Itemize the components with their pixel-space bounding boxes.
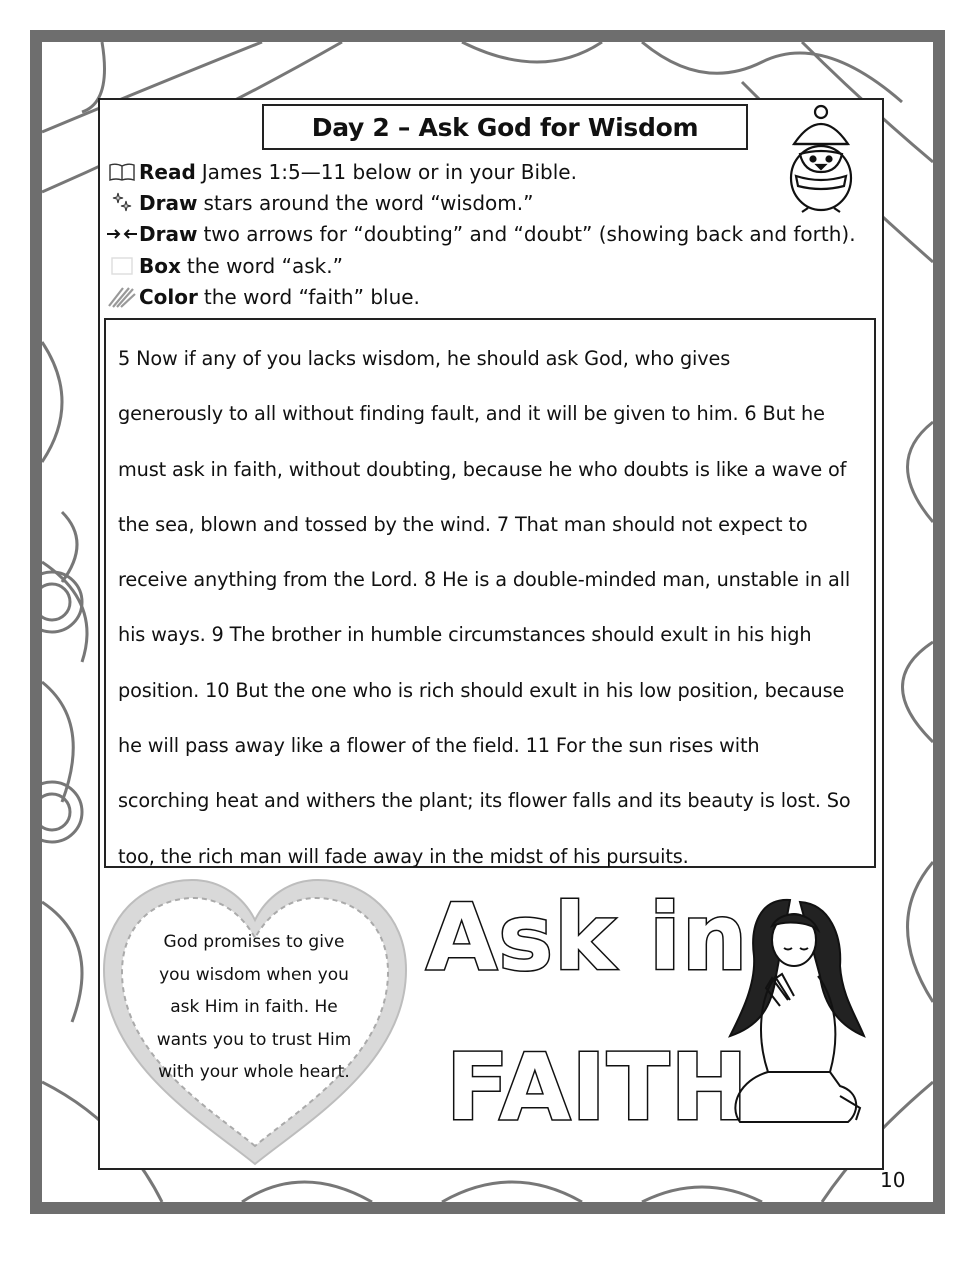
ask-in-heading: Ask in [426,884,749,991]
heart-line: with your whole heart. [158,1062,350,1083]
instruction-item [104,187,864,218]
star-sparkle-icon [104,191,139,215]
instruction-item [104,281,864,312]
book-icon [104,160,139,184]
scripture-line: too, the rich man will fade away in the midst of his pursuits. [118,844,689,868]
scripture-line: his ways. 9 The brother in humble circumstances should exult in his high [118,623,812,647]
page-title [262,104,748,150]
scripture-line: receive anything from the Lord. 8 He is a double-minded man, unstable in all [118,568,851,592]
double-arrow-icon [104,222,139,246]
faith-heading: FAITH [446,1034,749,1141]
page-number: 10 [880,1168,906,1192]
instruction-text: James 1:5—11 below or in your Bible. [201,159,577,184]
instruction-item [104,219,864,250]
scripture-text [118,331,868,884]
scripture-line: position. 10 But the one who is rich should exult in his low position, because [118,678,845,702]
instruction-list [104,156,864,312]
crayon-scribble-icon [104,285,139,309]
instruction-text: the word “faith” blue. [203,284,420,309]
scripture-line: generously to all without finding fault, and it will be given to him. 6 But he [118,402,825,426]
instruction-verb: Color [139,284,198,309]
scripture-line: scorching heat and withers the plant; its flower falls and its beauty is lost. So [118,789,851,813]
instruction-verb: Read [139,159,196,184]
instruction-verb: Draw [139,190,198,215]
instruction-text: stars around the word “wisdom.” [203,190,534,215]
instruction-item [104,156,864,187]
instruction-text: two arrows for “doubting” and “doubt” (showing back and forth). [203,222,856,247]
scripture-box [104,318,876,868]
heart-line: you wisdom when you [159,964,349,985]
scripture-line: must ask in faith, without doubting, because he who doubts is like a wave of [118,457,847,481]
praying-girl-icon [720,896,870,1132]
box-icon [104,254,139,278]
instruction-text: the word “ask.” [186,253,343,278]
heart-message [138,926,370,1089]
page-title-text: Day 2 – Ask God for Wisdom [311,112,699,142]
instruction-verb: Box [139,253,181,278]
instruction-item [104,250,864,281]
scripture-line: he will pass away like a flower of the field. 11 For the sun rises with [118,734,760,758]
instruction-verb: Draw [139,222,198,247]
scripture-line: the sea, blown and tossed by the wind. 7 That man should not expect to [118,512,808,536]
heart-line: ask Him in faith. He [170,997,338,1018]
scripture-line: 5 Now if any of you lacks wisdom, he should ask God, who gives [118,347,731,370]
heart-line: God promises to give [163,932,345,952]
heart-line: wants you to trust Him [156,1029,352,1050]
